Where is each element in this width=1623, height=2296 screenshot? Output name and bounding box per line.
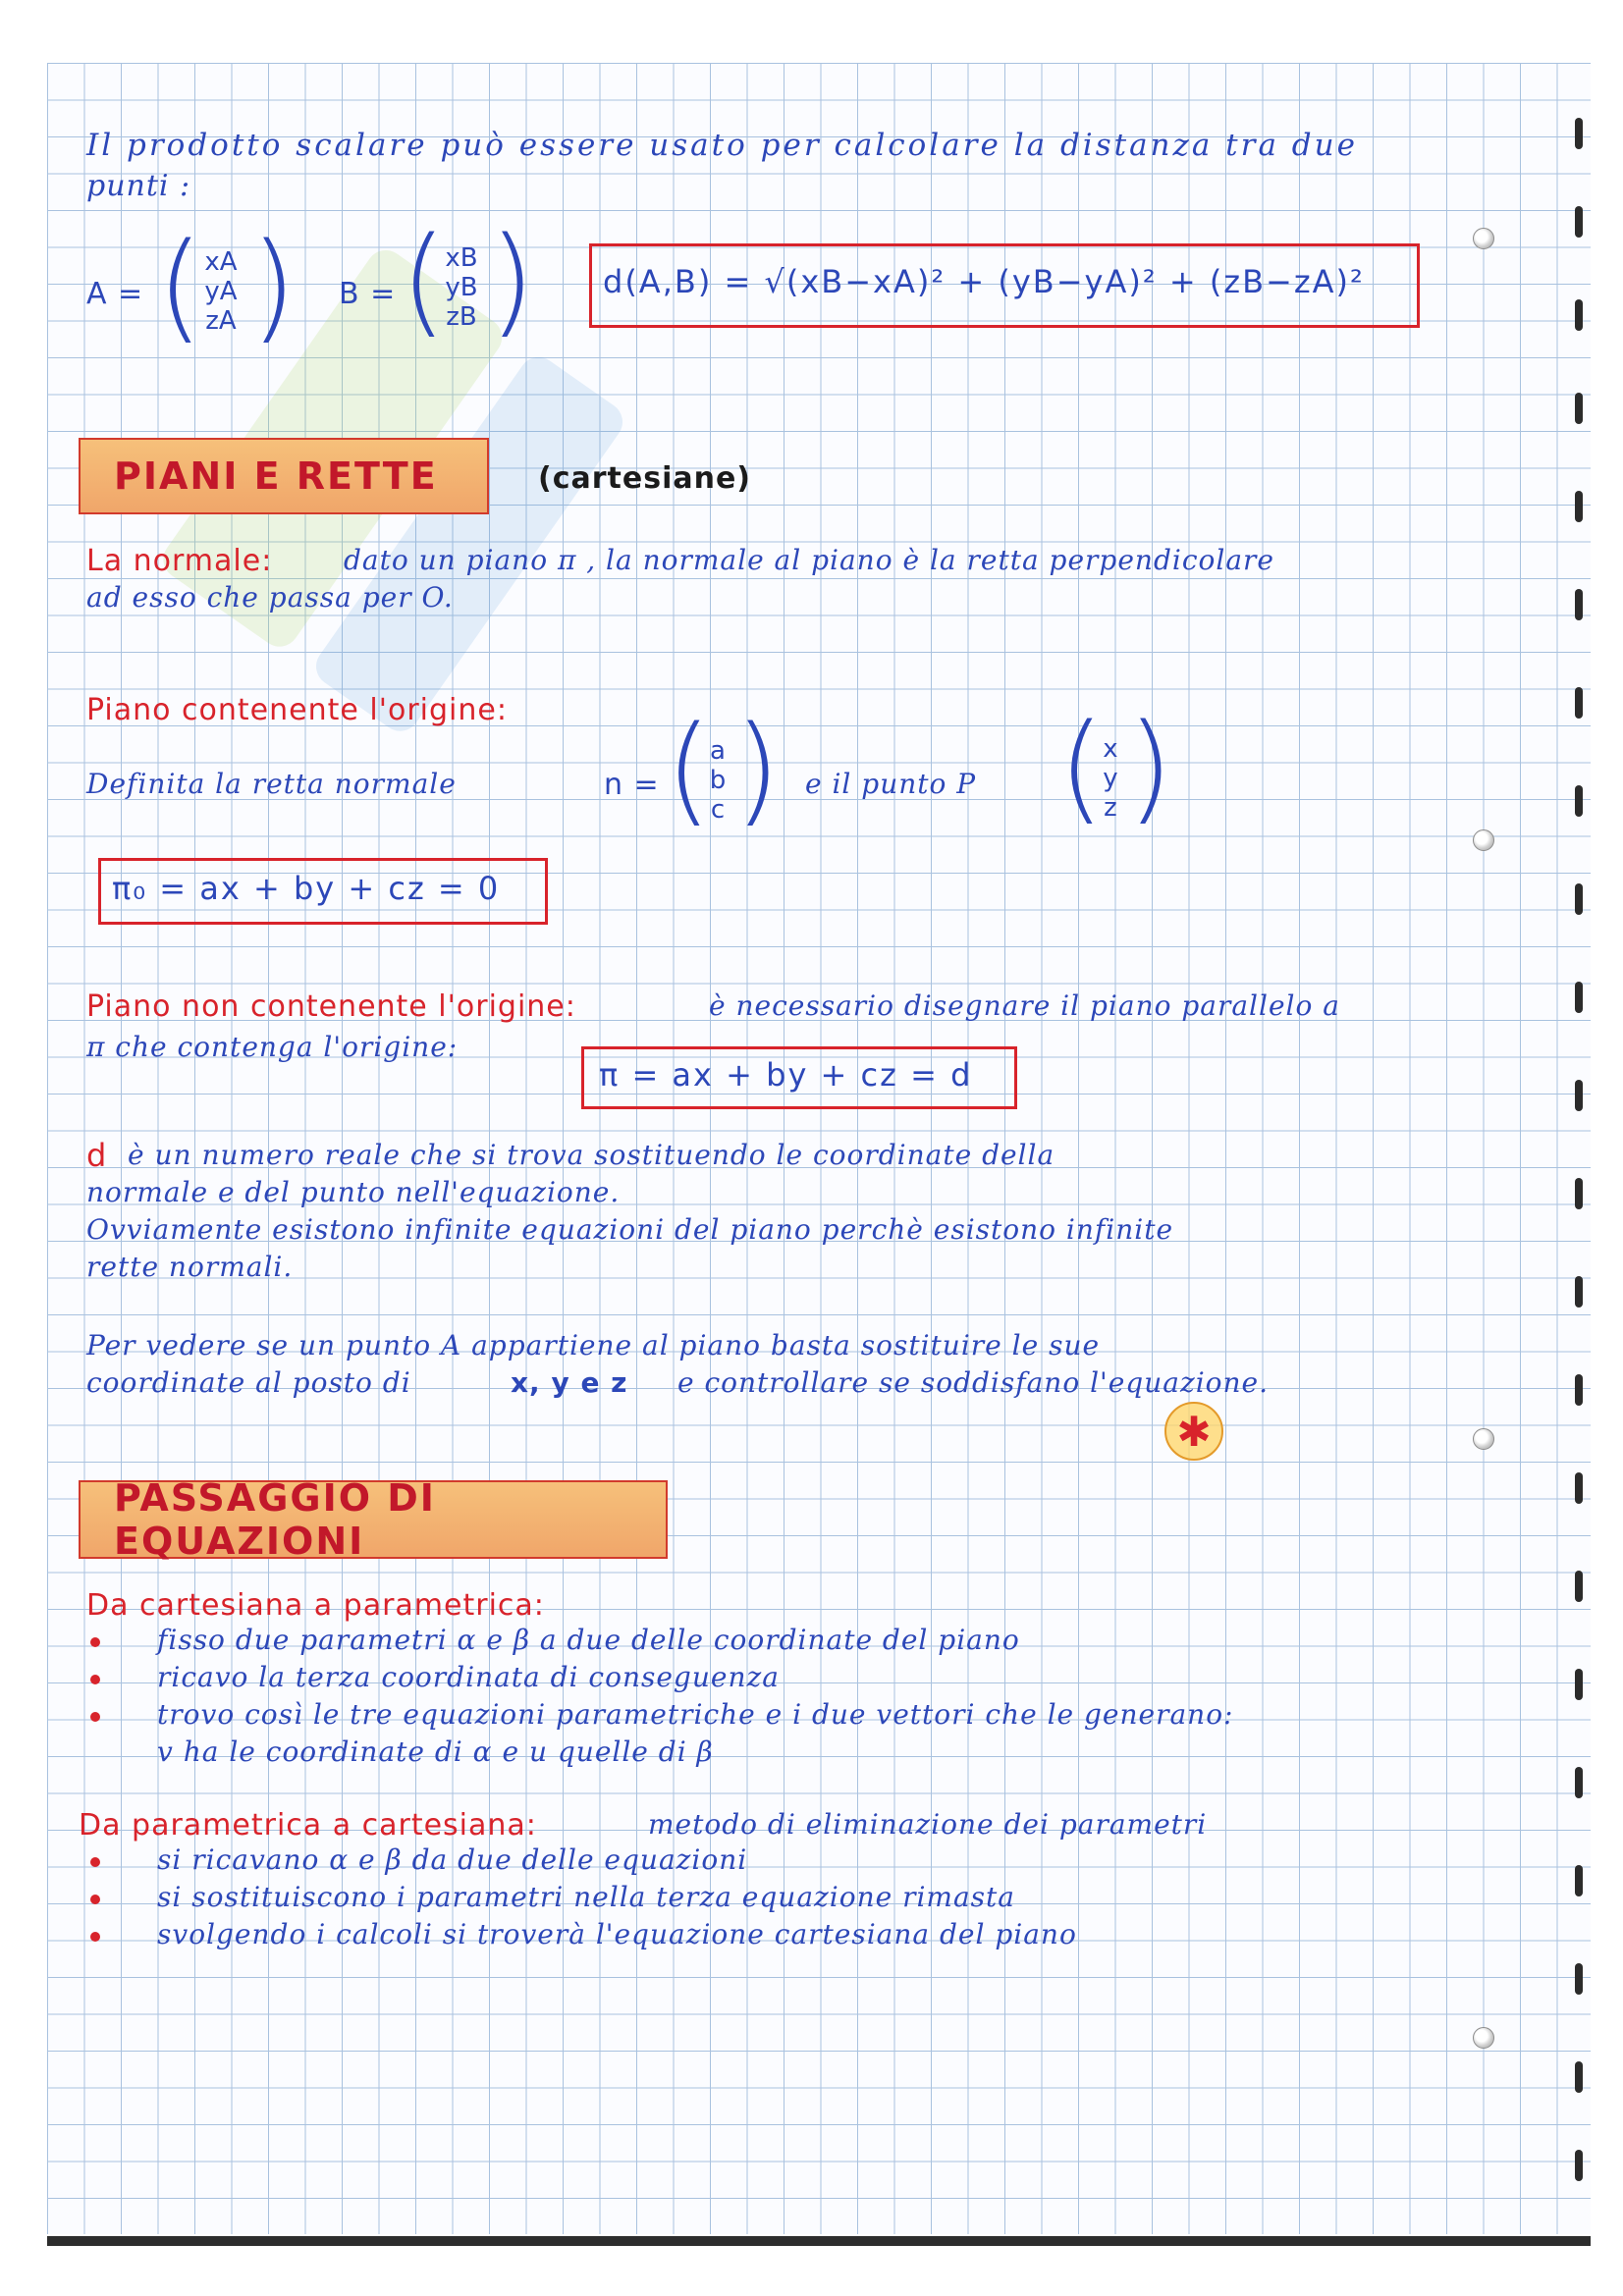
point-b-vector (432, 243, 491, 332)
param-to-cart-method: metodo di eliminazione dei parametri (648, 1808, 1208, 1841)
check-text-2b: e controllare se soddisfano l'equazione. (677, 1366, 1270, 1399)
non-origin-text-1: è necessario disegnare il piano parallelo a (709, 989, 1340, 1022)
param-to-cart-title: Da parametrica a cartesiana: (79, 1808, 537, 1842)
bullet (90, 1932, 100, 1942)
d-text-3: Ovviamente esistono infinite equazioni del piano perchè esistono infinite (86, 1213, 1174, 1246)
spiral-ring (1575, 1080, 1583, 1111)
point-b-y: yB (445, 273, 478, 302)
point-p-y: y (1103, 764, 1118, 793)
spiral-ring (1575, 299, 1583, 331)
point-text: e il punto P (805, 768, 977, 800)
binder-hole (1473, 829, 1494, 851)
spiral-ring (1575, 393, 1583, 424)
normal-text-1: dato un piano π , la normale al piano è la retta perpendicolare (344, 544, 1274, 576)
point-a-y: yA (204, 277, 238, 306)
point-a-label: A = (86, 277, 144, 311)
cart-to-param-item-3: trovo così le tre equazioni parametriche e i due vettori che le generano: (157, 1698, 1234, 1731)
spiral-ring (1575, 2150, 1583, 2181)
page-bottom-edge (47, 2236, 1591, 2246)
non-origin-text-2: π che contenga l'origine: (86, 1031, 459, 1063)
spiral-ring (1575, 2061, 1583, 2093)
binder-hole (1473, 1428, 1494, 1450)
spiral-ring (1575, 1669, 1583, 1700)
section-title-passaggio-di-equazioni: PASSAGGIO DI EQUAZIONI (79, 1480, 668, 1559)
spiral-ring (1575, 1178, 1583, 1209)
point-a-z: zA (205, 306, 237, 336)
spiral-ring (1575, 589, 1583, 620)
vector-bracket: ( (666, 702, 712, 838)
cart-to-param-item-2: ricavo la terza coordinata di conseguenza (157, 1661, 780, 1693)
point-a-x: xA (204, 247, 238, 277)
vector-bracket: ) (1127, 700, 1173, 836)
check-text-2a: coordinate al posto di (86, 1366, 411, 1399)
d-label: d (86, 1137, 108, 1174)
intro-line-2: punti : (86, 169, 191, 203)
d-text-1: è un numero reale che si trova sostituendo le coordinate della (128, 1139, 1055, 1171)
spiral-ring (1575, 1767, 1583, 1798)
binder-hole (1473, 2027, 1494, 2049)
check-text-vars: x, y e z (511, 1366, 628, 1399)
normal-vector-b: b (709, 766, 727, 795)
distance-formula: d(A,B) = √(xB−xA)² + (yB−yA)² + (zB−zA)² (603, 263, 1365, 300)
point-b-x: xB (445, 243, 478, 273)
cart-to-param-item-1: fisso due parametri α e β a due delle coordinate del piano (157, 1624, 1020, 1656)
spiral-ring (1575, 785, 1583, 817)
section-title-piani-e-rette: PIANI E RETTE (79, 438, 489, 514)
cart-to-param-item-4: v ha le coordinate di α e u quelle di β (157, 1735, 714, 1768)
spiral-ring (1575, 206, 1583, 238)
normal-vector-a: a (710, 736, 726, 766)
point-b-z: zB (446, 302, 477, 332)
param-to-cart-item-2: si sostituiscono i parametri nella terza equazione rimasta (157, 1881, 1015, 1913)
vector-bracket: ( (157, 219, 203, 355)
asterisk-star-icon: ✱ (1164, 1402, 1223, 1461)
spiral-ring (1575, 1472, 1583, 1504)
cart-to-param-title: Da cartesiana a parametrica: (86, 1588, 545, 1623)
check-text-1: Per vedere se un punto A appartiene al piano basta sostituire le sue (86, 1329, 1101, 1362)
section-subtitle: (cartesiane) (538, 461, 752, 496)
vector-bracket: ( (401, 213, 447, 349)
point-p-x: x (1103, 734, 1118, 764)
bullet (90, 1637, 100, 1647)
normal-vector-c: c (710, 795, 726, 825)
spiral-ring (1575, 1963, 1583, 1995)
spiral-ring (1575, 118, 1583, 149)
intro-line-1: Il prodotto scalare può essere usato per calcolare la distanza tra due (86, 128, 1358, 163)
origin-plane-title: Piano contenente l'origine: (86, 693, 508, 727)
point-b-label: B = (339, 277, 397, 311)
spiral-ring (1575, 491, 1583, 522)
vector-bracket: ) (250, 219, 297, 355)
spiral-ring (1575, 1571, 1583, 1602)
bullet (90, 1857, 100, 1867)
spiral-ring (1575, 1276, 1583, 1308)
spiral-ring (1575, 687, 1583, 719)
bullet (90, 1675, 100, 1684)
binder-hole (1473, 228, 1494, 249)
point-a-vector (191, 247, 250, 336)
d-text-2: normale e del punto nell'equazione. (86, 1176, 621, 1208)
spiral-ring (1575, 1865, 1583, 1896)
vector-bracket: ) (489, 213, 535, 349)
normal-vector-label: n = (604, 768, 660, 802)
param-to-cart-item-1: si ricavano α e β da due delle equazioni (157, 1843, 748, 1876)
pi0-formula: π₀ = ax + by + cz = 0 (112, 870, 501, 907)
bullet (90, 1712, 100, 1722)
spiral-ring (1575, 982, 1583, 1013)
normal-text-2: ad esso che passa per O. (86, 581, 454, 614)
vector-bracket: ) (734, 702, 781, 838)
vector-bracket: ( (1058, 700, 1105, 836)
d-text-4: rette normali. (86, 1251, 294, 1283)
spiral-ring (1575, 1374, 1583, 1406)
non-origin-title: Piano non contenente l'origine: (86, 989, 576, 1024)
origin-plane-text: Definita la retta normale (86, 768, 457, 800)
bullet (90, 1895, 100, 1904)
param-to-cart-item-3: svolgendo i calcoli si troverà l'equazione cartesiana del piano (157, 1918, 1077, 1950)
spiral-ring (1575, 883, 1583, 915)
pi-formula: π = ax + by + cz = d (599, 1056, 973, 1094)
point-p-z: z (1104, 793, 1117, 823)
normal-label: La normale: (86, 544, 273, 578)
